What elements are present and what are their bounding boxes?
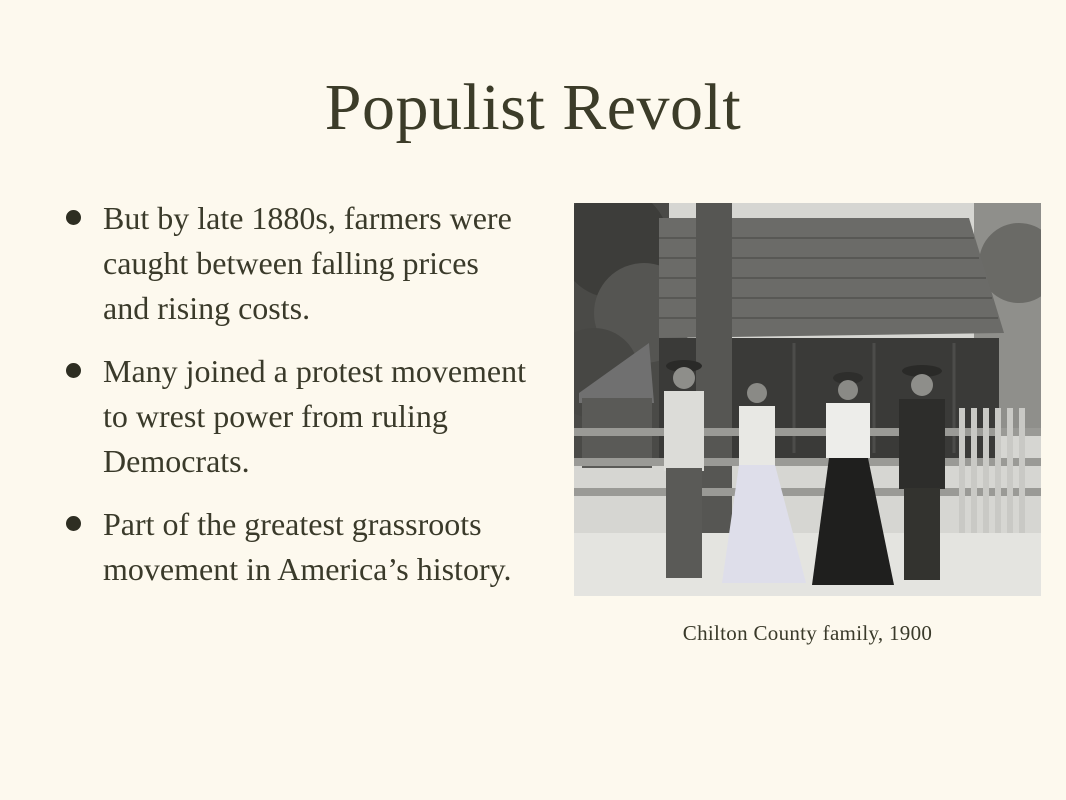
- bullet-list: [62, 196, 532, 610]
- bullet-dot-icon: [66, 210, 81, 225]
- bullet-item: [62, 196, 532, 331]
- bullet-text: Part of the greatest grassroots movement in America’s history.: [103, 506, 512, 587]
- historical-photo-icon: [574, 203, 1041, 596]
- bullet-text: But by late 1880s, farmers were caught between falling prices and rising costs.: [103, 200, 512, 326]
- bullet-dot-icon: [66, 516, 81, 531]
- bullet-item: [62, 502, 532, 592]
- slide-title: Populist Revolt: [324, 71, 742, 144]
- photo-caption: Chilton County family, 1900: [682, 621, 933, 645]
- family-photo: [574, 203, 1041, 596]
- bullet-item: [62, 349, 532, 484]
- bullet-text: Many joined a protest movement to wrest power from ruling Democrats.: [103, 353, 527, 479]
- bullet-dot-icon: [66, 363, 81, 378]
